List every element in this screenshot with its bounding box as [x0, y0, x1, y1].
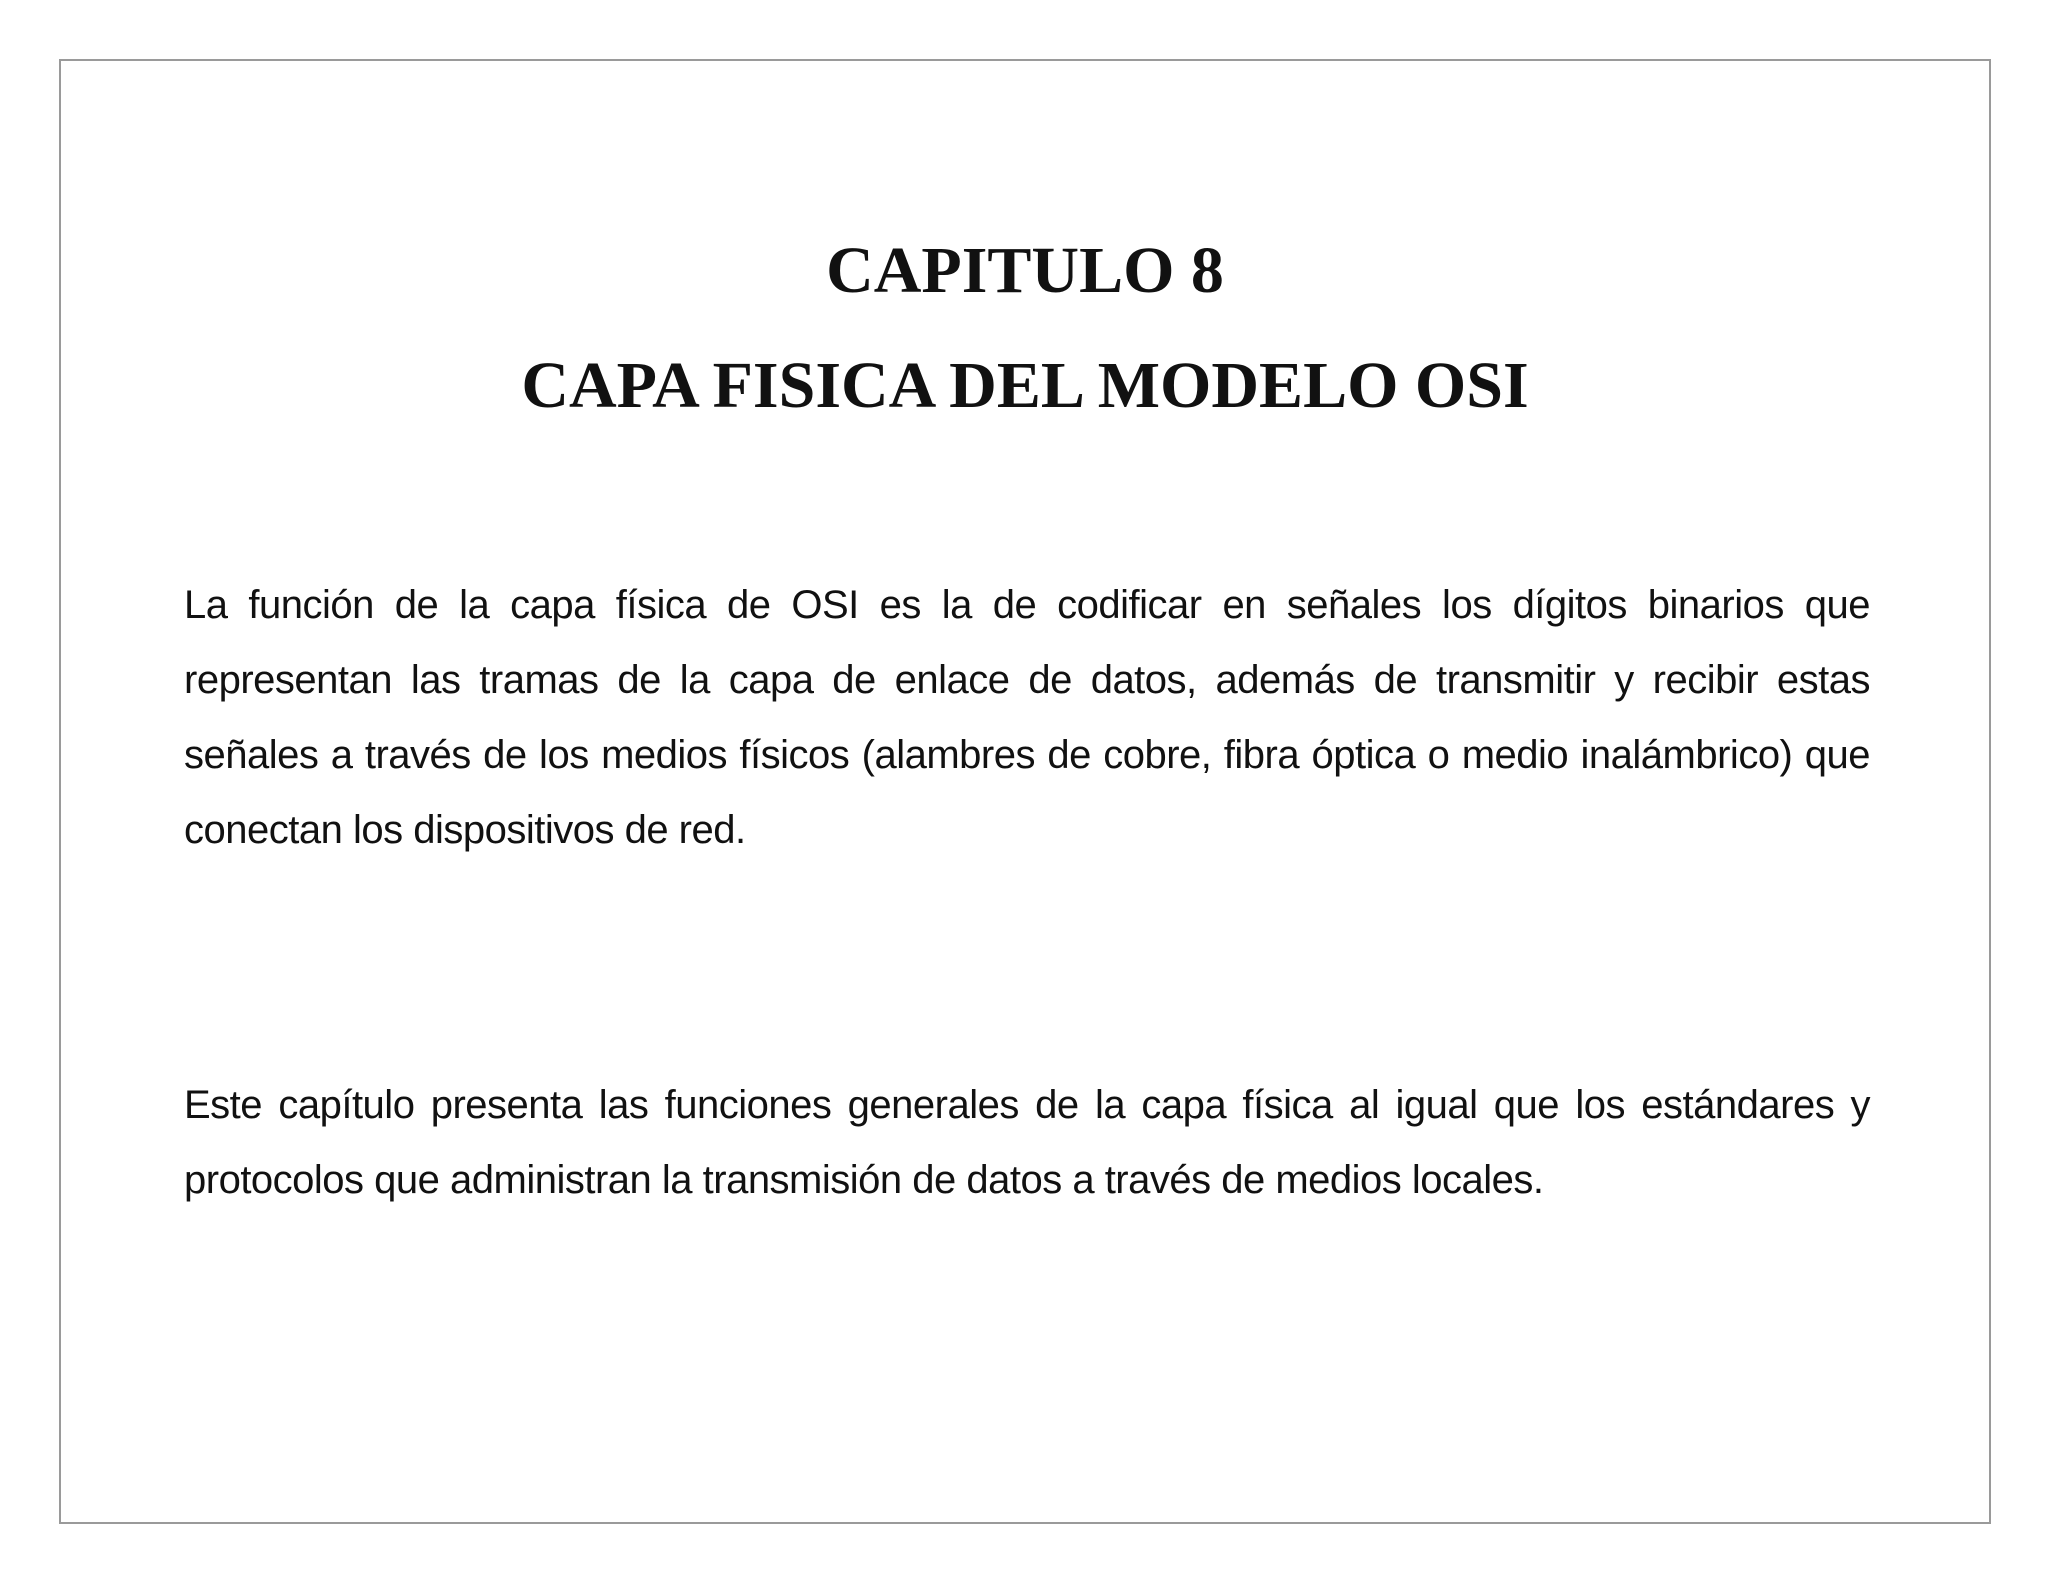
chapter-title: CAPA FISICA DEL MODELO OSI	[521, 349, 1529, 422]
body-paragraph-1: La función de la capa física de OSI es la de codificar en señales los dígitos binarios que representan las tramas de la capa de enlace de datos, además de transmitir y recibir estas señales a través de los medios físicos (alambres de cobre, fibra óptica o medio inalámbrico) que conectan los dispositivos de red.	[184, 583, 1870, 852]
chapter-number: CAPITULO 8	[826, 234, 1224, 307]
body-paragraph-2: Este capítulo presenta las funciones generales de la capa física al igual que los estándares y protocolos que administran la transmisión de datos a través de medios locales.	[184, 1083, 1870, 1202]
page-frame	[59, 59, 1991, 1524]
